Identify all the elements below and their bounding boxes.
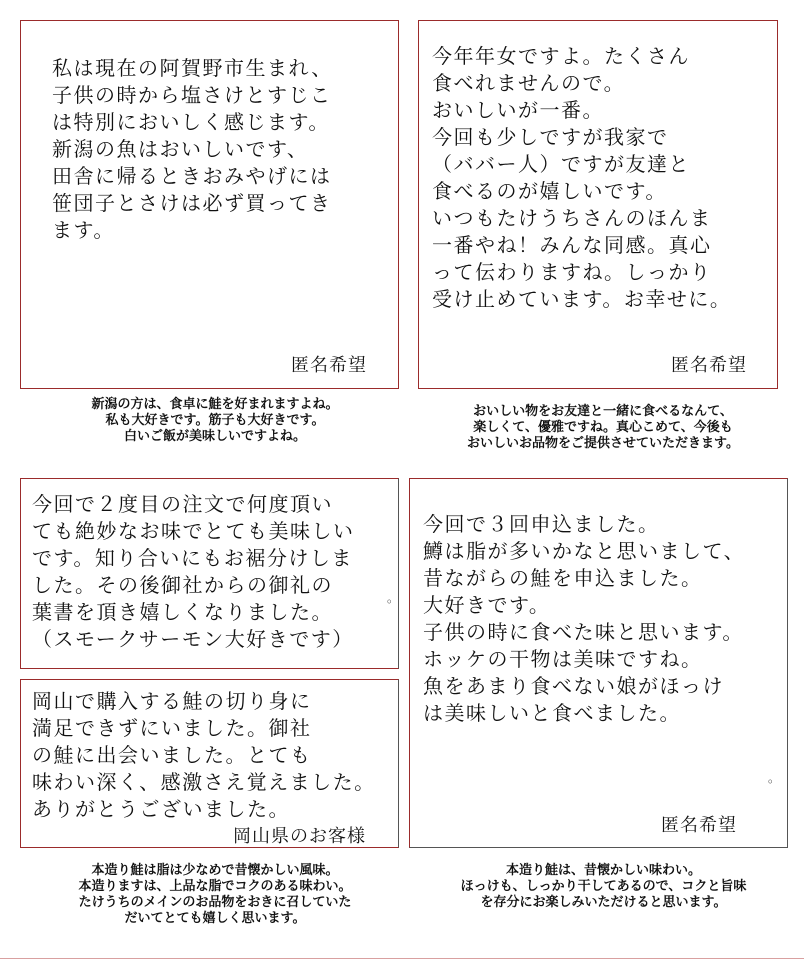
testimonial-mark-3: 。 (387, 591, 400, 605)
reply-text-4: 本造り鮭は、昔懐かしい味わい。 ほっけも、しっかり干してあるので、コクと旨味 を存分にお楽しみいただけると思います。 (460, 863, 747, 910)
testimonial-text-1: 私は現在の阿賀野市生まれ、 子供の時から塩さけとすじこ は特別においしく感じます。 新潟の魚はおいしいです、 田舎に帰るときおみやげには 笹団子とさけは必ず買ってき ます。 (52, 56, 333, 242)
testimonial-card-2 (418, 20, 778, 389)
testimonial-signature-4: 匿名希望 (661, 815, 737, 836)
reply-text-2: おいしい物をお友達と一緒に食べるなんて、 楽しくて、優雅ですね。真心こめて、今後も おいしいお品物をご提供させていただきます。 (467, 404, 739, 451)
testimonial-signature-2: 匿名希望 (671, 355, 747, 376)
testimonial-text-3: 今回で２度目の注文で何度頂い ても絶妙なお味でとても美味しい です。知り合いにもお裾分けしま した。その後御社からの御礼の 葉書を頂き嬉しくなりました。 （スモークサーモン大好きです） (32, 492, 355, 651)
testimonial-card-3 (20, 478, 399, 669)
testimonial-card-1 (20, 20, 399, 389)
reply-text-1: 新潟の方は、食卓に鮭を好まれますよね。 私も大好きです。筋子も大好きです。 白いご飯が美味しいですよね。 (91, 397, 339, 444)
testimonial-text-2: 今年年女ですよ。たくさん 食べれませんので。 おいしいが一番。 今回も少しですが我家で （ババー人）ですが友達と 食べるのが嬉しいです。 いつもたけうちさんのほんま 一番やね！みんな同感。真心 って伝わりますね。しっかり 受け止めています。お幸せに。 (432, 44, 732, 311)
testimonial-signature-5: 岡山県のお客様 (233, 826, 366, 847)
testimonial-text-4: 今回で３回申込ました。 鱒は脂が多いかなと思いまして、 昔ながらの鮭を申込ました。 大好きです。 子供の時に食べた味と思います。 ホッケの干物は美味ですね。 魚をあまり食べない娘がほっけ は美味しいと食べました。 (423, 512, 746, 725)
reply-text-5: 本造り鮭は脂は少なめで昔懐かしい風味。 本造りますは、上品な脂でコクのある味わい。 たけうちのメインのお品物をおきに召していた だいてとても嬉しく思います。 (78, 863, 352, 926)
bottom-divider (0, 958, 804, 959)
testimonial-text-5: 岡山で購入する鮭の切り身に 満足できずにいました。御社 の鮭に出会いました。とても 味わい深く、感激さえ覚えました。 ありがとうございました。 (32, 689, 376, 821)
testimonial-card-4 (409, 478, 788, 848)
testimonial-card-5 (20, 679, 399, 848)
testimonial-signature-1: 匿名希望 (291, 355, 367, 376)
testimonial-mark-4: 。 (768, 771, 781, 785)
